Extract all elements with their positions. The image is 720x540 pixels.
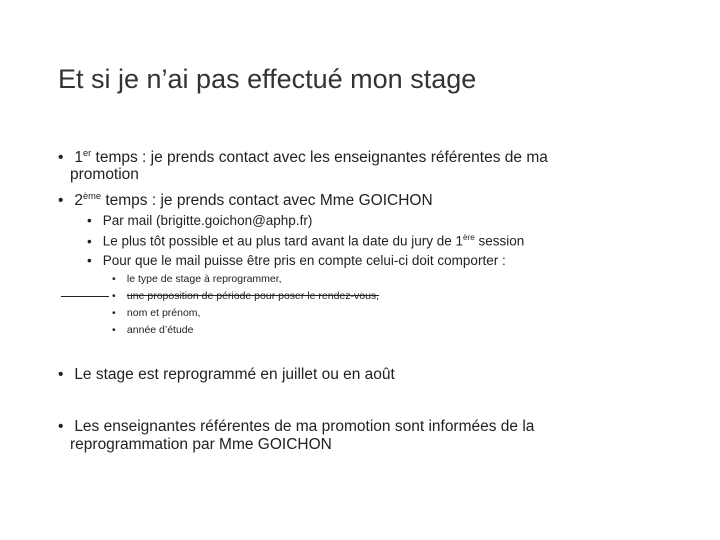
bullet-text: temps : je prends contact avec les enseignantes référentes de ma [91, 149, 548, 167]
bullet-icon: • [87, 233, 92, 249]
sub-sub-bullet-year [112, 324, 194, 336]
sub-sub-bullet-stage-type [112, 273, 282, 285]
bullet-text: temps : je prends contact avec Mme GOICHON [101, 192, 433, 210]
strike-line [61, 296, 109, 297]
bullet-icon: • [87, 253, 92, 268]
bullet-informed [58, 418, 534, 436]
sub-bullet-deadline [87, 233, 524, 249]
bullet-first-step [58, 148, 548, 167]
ordinal-suffix: ème [82, 191, 102, 201]
bullet-icon: • [112, 273, 116, 285]
sub-bullet-mail [87, 213, 312, 229]
sub-bullet-requirements [87, 253, 506, 269]
bullet-rescheduled [58, 366, 395, 384]
bullet-text: année d’étude [126, 324, 194, 336]
slide-title: Et si je n’ai pas effectué mon stage [58, 64, 477, 94]
bullet-first-step-continuation: promotion [70, 166, 139, 183]
bullet-text: session [474, 233, 525, 249]
bullet-text: nom et prénom, [126, 307, 201, 319]
bullet-text: le type de stage à reprogrammer, [126, 273, 282, 285]
bullet-icon: • [58, 192, 64, 210]
bullet-text: Le plus tôt possible et au plus tard avant la date du jury de 1 [102, 233, 464, 249]
bullet-icon: • [58, 418, 64, 435]
bullet-text: une proposition de période pour poser le rendez-vous, [126, 290, 380, 302]
sub-sub-bullet-name [112, 307, 200, 319]
bullet-icon: • [58, 366, 64, 383]
bullet-text: Le stage est reprogrammé en juillet ou en août [74, 366, 395, 383]
step-number: 1 [74, 149, 83, 167]
ordinal-suffix: ère [463, 233, 475, 242]
bullet-text: Pour que le mail puisse être pris en compte celui-ci doit comporter : [102, 253, 506, 268]
bullet-icon: • [112, 324, 116, 336]
bullet-icon: • [58, 149, 64, 167]
ordinal-suffix: er [82, 148, 92, 158]
bullet-text: Les enseignantes référentes de ma promotion sont informées de la [74, 418, 535, 435]
bullet-icon: • [87, 213, 92, 228]
step-number: 2 [74, 192, 83, 210]
bullet-second-step [58, 191, 433, 210]
bullet-informed-continuation: reprogrammation par Mme GOICHON [70, 436, 332, 453]
bullet-icon: • [112, 290, 116, 302]
bullet-icon: • [112, 307, 116, 319]
bullet-text: Par mail (brigitte.goichon@aphp.fr) [102, 213, 313, 228]
sub-sub-bullet-period [112, 290, 379, 302]
